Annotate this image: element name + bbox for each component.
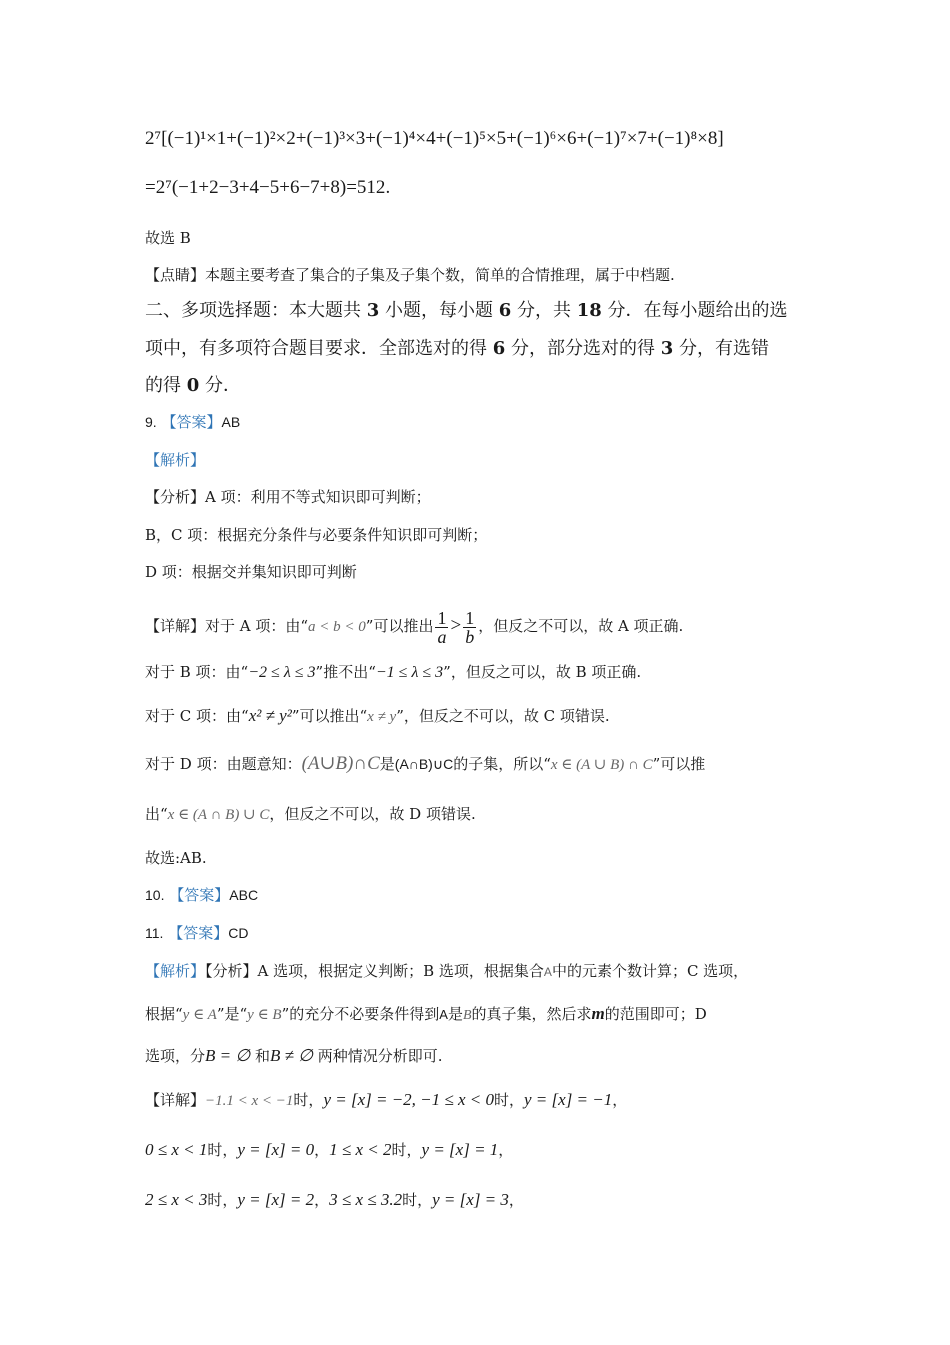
text: ”推不出“	[315, 663, 376, 681]
math-expression: y = [x] = 3	[432, 1190, 509, 1209]
math-variable: m	[591, 1004, 605, 1023]
math-condition: −2 ≤ λ ≤ 3	[248, 664, 316, 681]
q9-jiexi: 【解析】	[145, 451, 206, 469]
text: 的子集，所以“	[453, 755, 551, 773]
q9-answer	[145, 411, 240, 433]
q9-detail-d-line2	[145, 803, 476, 826]
math-condition: B ≠ ∅	[269, 1046, 313, 1065]
math-range: −1.1 < x < −1	[205, 1093, 294, 1109]
q9-analysis-a: 【分析】A 项：利用不等式知识即可判断；	[145, 488, 431, 506]
text: ，但反之不可以，故 D 项错误.	[269, 805, 476, 823]
answer-value: ABC	[229, 887, 259, 903]
text: 项中，有多项符合题目要求．全部选对的得	[145, 338, 493, 359]
text: 时，	[207, 1191, 238, 1209]
text: 分．在每小题给出的选	[601, 300, 788, 321]
q9-detail-b	[145, 661, 641, 684]
math-condition: x ∈ (A ∪ B) ∩ C	[550, 757, 653, 773]
text: 时，	[207, 1141, 238, 1159]
bold-number: 3	[660, 338, 674, 359]
question-number: 10.	[145, 887, 165, 903]
math-expression: y = [x] = 1	[421, 1140, 499, 1159]
text: 分．	[199, 375, 241, 396]
math-set: (A∩B)∪C	[394, 756, 454, 772]
text: 分，有选错	[673, 338, 769, 359]
text: ，	[314, 1191, 330, 1209]
math-expression: y = [x] = 2	[237, 1190, 315, 1209]
denominator: a	[437, 626, 447, 647]
text: 的得	[145, 375, 187, 396]
math-set: (A∪B)∩C	[301, 753, 380, 774]
text: ，	[508, 1191, 524, 1209]
section2-heading-line2	[145, 336, 769, 362]
text: 对于 C 项：由“	[145, 707, 249, 725]
math-condition: x² ≠ y²	[248, 706, 292, 725]
text: 【详解】	[145, 1091, 206, 1109]
section2-heading-line1	[145, 298, 788, 324]
bold-number: 6	[492, 338, 506, 359]
text: 和	[250, 1047, 270, 1065]
equation-line-2	[145, 177, 390, 199]
math-set: A	[543, 965, 552, 979]
math-condition: x ∈ (A ∩ B) ∪ C	[167, 807, 270, 823]
text: 的真子集，然后求	[471, 1005, 592, 1023]
math-expression: y = [x] = −2, −1 ≤ x < 0	[323, 1090, 494, 1109]
text: 的范围即可；D	[604, 1005, 707, 1023]
period: .	[385, 177, 391, 198]
section2-heading-line3	[145, 373, 241, 399]
text: ，	[498, 1141, 514, 1159]
math-expression: y = [x] = −1	[524, 1090, 613, 1109]
q9-choose: 故选:AB.	[145, 849, 207, 867]
bold-number: 3	[366, 300, 380, 321]
q11-detail-line1	[145, 1089, 627, 1112]
text: ”可以推	[652, 755, 706, 773]
text: 两种情况分析即可.	[313, 1047, 443, 1065]
text: 时，	[494, 1091, 525, 1109]
question-number: 9.	[145, 414, 157, 430]
text: 【详解】对于 A 项：由“	[145, 617, 309, 635]
text: 时，	[293, 1091, 324, 1109]
math-condition: −1 ≤ λ ≤ 3	[375, 664, 444, 681]
bold-number: 0	[186, 375, 200, 396]
text: 是	[379, 755, 395, 773]
fraction-1-over-a	[435, 609, 448, 646]
q11-detail-line3	[145, 1189, 524, 1211]
answer-value: CD	[228, 925, 249, 941]
text: 时，	[402, 1191, 433, 1209]
text: ”的充分不必要条件得到	[281, 1005, 440, 1023]
q9-detail-a	[145, 606, 683, 646]
question-number: 11.	[145, 925, 164, 941]
text: 对于 D 项：由题意知：	[145, 755, 302, 773]
choose-b: 故选 B	[145, 229, 191, 247]
text: 对于 B 项：由“	[145, 663, 249, 681]
denominator: b	[465, 626, 475, 647]
math-condition: a < b < 0	[308, 619, 366, 635]
answer-tag: 【答案】	[169, 886, 230, 904]
text: ”可以推出	[365, 617, 434, 635]
math-condition: y ∈ A	[182, 1007, 217, 1023]
math-condition: y ∈ B	[247, 1007, 282, 1023]
math-range: 0 ≤ x < 1	[145, 1140, 208, 1159]
text: ，	[314, 1141, 330, 1159]
equation-text: 2⁷[(−1)¹×1+(−1)²×2+(−1)³×3+(−1)⁴×4+(−1)⁵×5+(−1)⁶×6+(−1)⁷×7+(−1)⁸×8]	[145, 128, 724, 149]
text: 分，共	[511, 300, 577, 321]
text: 【分析】A 选项，根据定义判断；B 选项，根据集合	[205, 962, 544, 980]
text: ，但反之不可以，故 A 项正确.	[478, 617, 684, 635]
math-condition: B = ∅	[205, 1046, 251, 1065]
math-range: 1 ≤ x < 2	[329, 1140, 392, 1159]
math-range: 3 ≤ x ≤ 3.2	[329, 1190, 403, 1209]
text: 二、多项选择题：本大题共	[145, 300, 367, 321]
jiexi-tag: 【解析】	[145, 962, 206, 980]
answer-value: AB	[221, 414, 241, 430]
answer-tag: 【答案】	[161, 413, 222, 431]
math-expression: y = [x] = 0	[237, 1140, 315, 1159]
math-range: 2 ≤ x < 3	[145, 1190, 208, 1209]
text: 分，部分选对的得	[505, 338, 661, 359]
q9-detail-c	[145, 705, 610, 728]
numerator: 1	[437, 607, 447, 628]
q9-analysis-b: B，C 项：根据充分条件与必要条件知识即可判断；	[145, 526, 488, 544]
text: 选项，分	[145, 1047, 206, 1065]
text: 时，	[391, 1141, 422, 1159]
comment-line: 【点睛】本题主要考查了集合的子集及子集个数，简单的合情推理，属于中档题.	[145, 266, 675, 284]
fraction-1-over-b	[463, 609, 476, 646]
answer-tag: 【答案】	[168, 924, 229, 942]
equation-line-1	[145, 128, 724, 150]
q9-detail-d-line1	[145, 753, 705, 776]
numerator: 1	[465, 607, 475, 628]
text: ”，但反之可以，故 B 项正确.	[443, 663, 642, 681]
q11-analysis-line3	[145, 1045, 443, 1067]
q11-analysis-line1	[145, 960, 748, 983]
bold-number: 18	[576, 300, 602, 321]
text: 中的元素个数计算；C 选项，	[551, 962, 749, 980]
bold-number: 6	[498, 300, 512, 321]
text: ”是“	[216, 1005, 248, 1023]
text: 根据“	[145, 1005, 183, 1023]
q11-detail-line2	[145, 1139, 513, 1161]
text: ”可以推出“	[291, 707, 368, 725]
q11-answer	[145, 922, 248, 944]
text: ”，但反之不可以，故 C 项错误.	[396, 707, 610, 725]
text: 是	[447, 1005, 463, 1023]
math-set: A	[439, 1007, 448, 1022]
text: 小题，每小题	[379, 300, 499, 321]
equation-text: =2⁷(−1+2−3+4−5+6−7+8)=512	[145, 177, 386, 198]
math-condition: x ≠ y	[367, 709, 397, 725]
greater-than: >	[450, 615, 462, 636]
q11-analysis-line2	[145, 1003, 707, 1027]
text: 出“	[145, 805, 168, 823]
math-set: B	[462, 1008, 472, 1023]
q9-analysis-d: D 项：根据交并集知识即可判断	[145, 563, 357, 581]
text: ，	[612, 1091, 628, 1109]
q10-answer	[145, 884, 258, 906]
